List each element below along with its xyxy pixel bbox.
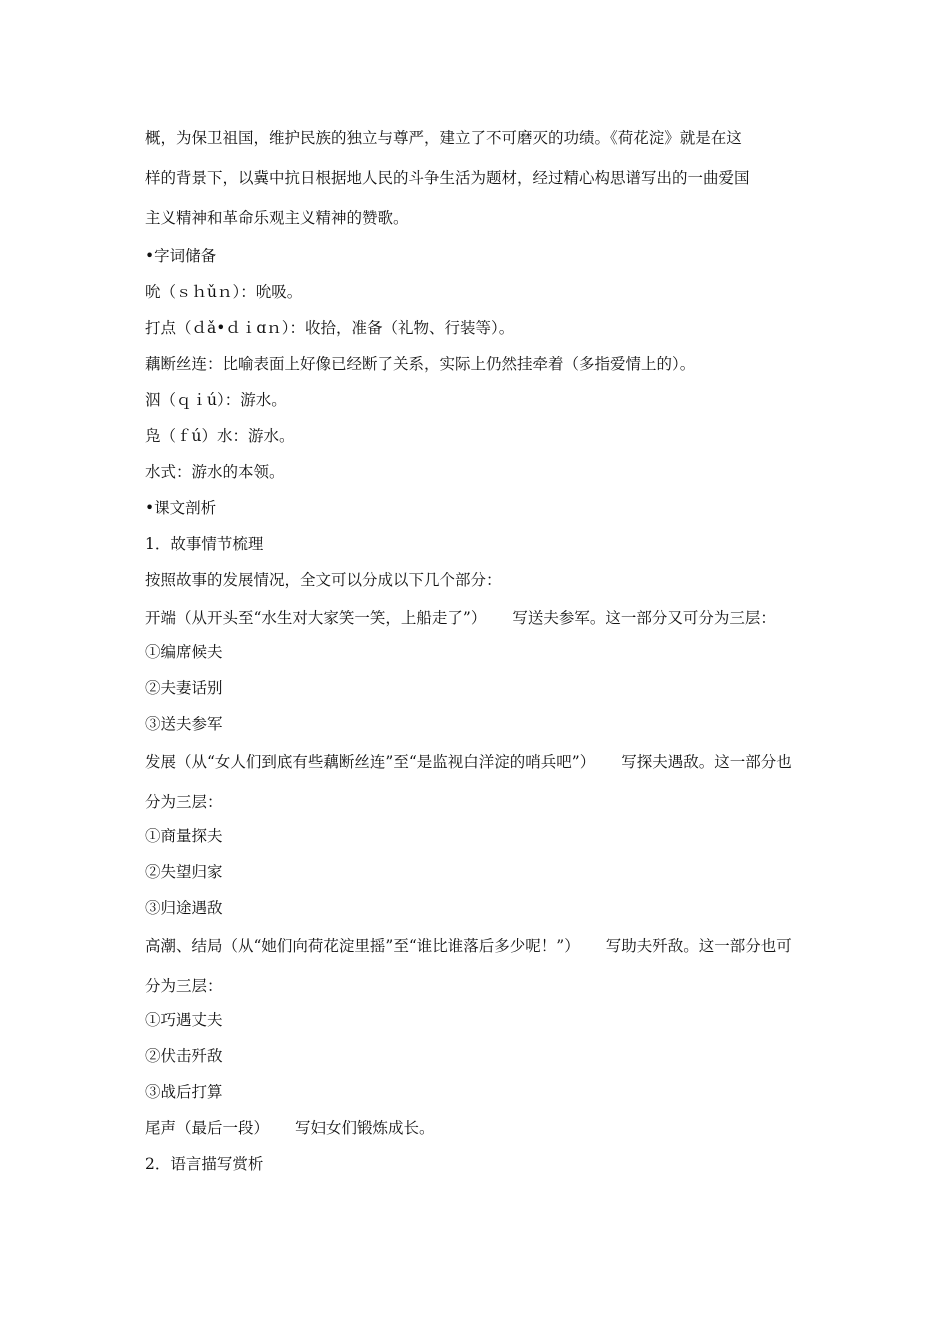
intro-line: 样的背景下，以冀中抗日根据地人民的斗争生活为题材，经过精心构思谱写出的一曲爱国	[145, 169, 750, 187]
intro-paragraph	[145, 118, 805, 238]
part-head: 开端（从开头至“水生对大家笑一笑，上船走了”）	[145, 609, 487, 627]
vocab-item: 藕断丝连：比喻表面上好像已经断了关系，实际上仍然挂牵着（多指爱情上的）。	[145, 355, 696, 373]
part-head: 尾声（最后一段）	[145, 1119, 270, 1137]
plot-part-climax	[145, 926, 805, 1006]
plot-part-ending	[145, 1110, 805, 1146]
part-head: 高潮、结局（从“她们向荷花淀里摇”至“谁比谁落后多少呢！”）	[145, 937, 580, 955]
vocab-heading: •字词储备	[145, 247, 217, 265]
vocab-item: 泅（ｑｉú）：游水。	[145, 391, 287, 409]
part-desc: 写妇女们锻炼成长。	[295, 1119, 435, 1137]
layer-item: ①商量探夫	[145, 827, 223, 845]
part-head: 发展（从“女人们到底有些藕断丝连”至“是监视白洋淀的哨兵吧”）	[145, 753, 596, 771]
layer-item: ①编席候夫	[145, 643, 223, 661]
intro-line: 概，为保卫祖国，维护民族的独立与尊严，建立了不可磨灭的功绩。《荷花淀》就是在这	[145, 129, 742, 147]
plot-part-development	[145, 742, 805, 822]
layer-item: ②夫妻话别	[145, 679, 223, 697]
part-desc: 写探夫遇敌。这一部分也分为三层：	[145, 753, 792, 811]
layer-item: ①巧遇丈夫	[145, 1011, 223, 1029]
layer-item: ②伏击歼敌	[145, 1047, 223, 1065]
vocab-item: 凫（ｆú）水：游水。	[145, 427, 295, 445]
intro-line: 主义精神和革命乐观主义精神的赞歌。	[145, 209, 409, 227]
document-body	[145, 118, 805, 1182]
plot-part-opening	[145, 598, 805, 638]
layer-item: ③归途遇敌	[145, 899, 223, 917]
analysis-heading: •课文剖析	[145, 499, 217, 517]
vocab-item: 水式：游水的本领。	[145, 463, 285, 481]
vocab-item: 打点（ｄǎ•ｄｉɑｎ）：收拾，准备（礼物、行装等）。	[145, 319, 515, 337]
section-intro: 按照故事的发展情况，全文可以分成以下几个部分：	[145, 571, 502, 589]
section-title: 2．语言描写赏析	[145, 1155, 264, 1173]
section-title: 1．故事情节梳理	[145, 535, 264, 553]
layer-item: ②失望归家	[145, 863, 223, 881]
layer-item: ③战后打算	[145, 1083, 223, 1101]
part-desc: 写助夫歼敌。这一部分也可分为三层：	[145, 937, 792, 995]
layer-item: ③送夫参军	[145, 715, 223, 733]
part-desc: 写送夫参军。这一部分又可分为三层：	[512, 609, 776, 627]
vocab-item: 吮（ｓｈǔｎ）：吮吸。	[145, 283, 303, 301]
